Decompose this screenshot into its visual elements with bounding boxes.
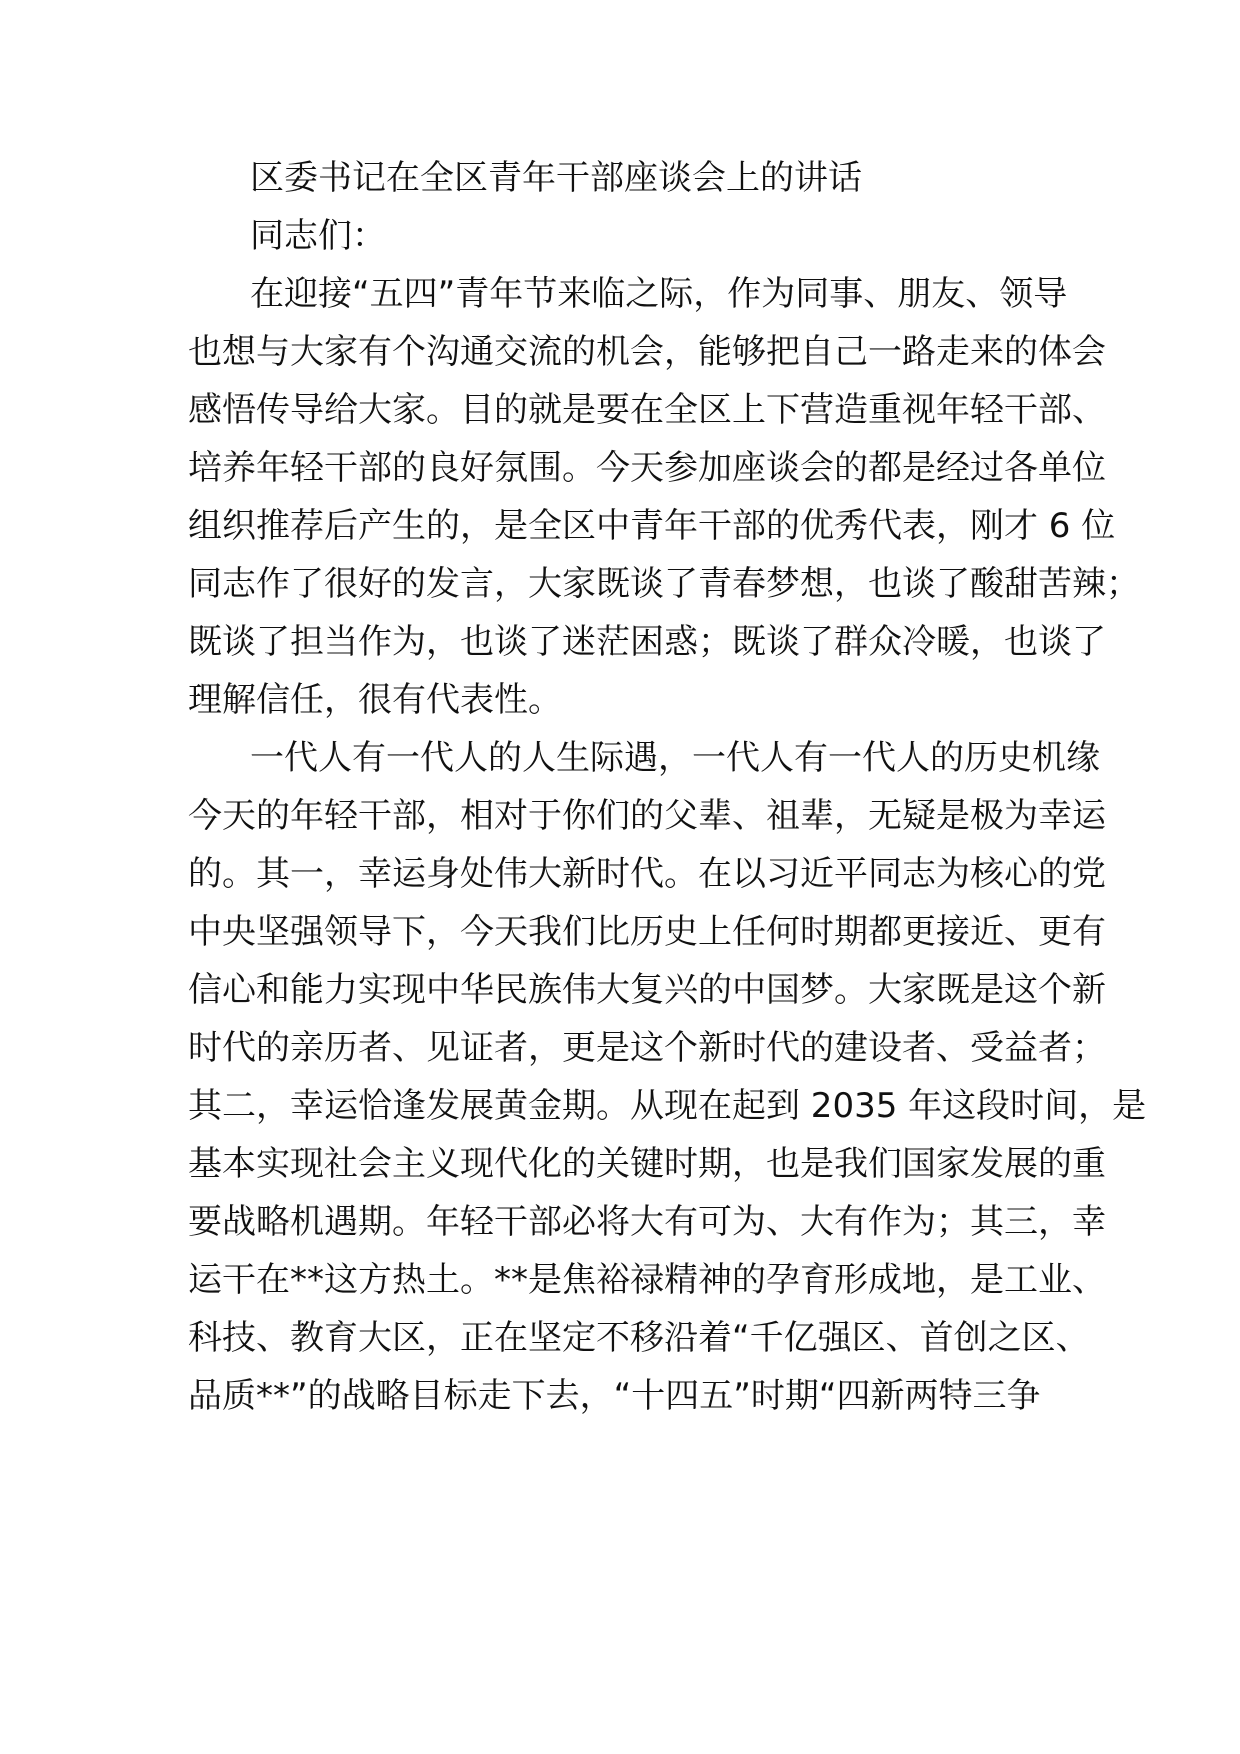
- paragraph-2-line-5: 信心和能力实现中华民族伟大复兴的中国梦。大家既是这个新: [188, 970, 1106, 1010]
- paragraph-2-line-2: 今天的年轻干部，相对于你们的父辈、祖辈，无疑是极为幸运: [188, 796, 1106, 836]
- document-title: 区委书记在全区青年干部座谈会上的讲话: [250, 158, 862, 198]
- paragraph-1-line-3: 感悟传导给大家。目的就是要在全区上下营造重视年轻干部、: [188, 390, 1106, 430]
- paragraph-1-line-5: 组织推荐后产生的，是全区中青年干部的优秀代表，刚才 6 位: [188, 506, 1116, 546]
- paragraph-1-line-2: 也想与大家有个沟通交流的机会，能够把自己一路走来的体会: [188, 332, 1106, 372]
- paragraph-2-line-9: 要战略机遇期。年轻干部必将大有可为、大有作为；其三，幸: [188, 1202, 1106, 1242]
- paragraph-1-line-8: 理解信任，很有代表性。: [188, 680, 562, 720]
- paragraph-2-line-12: 品质**”的战略目标走下去，“十四五”时期“四新两特三争: [188, 1376, 1041, 1416]
- paragraph-2-line-8: 基本实现社会主义现代化的关键时期，也是我们国家发展的重: [188, 1144, 1106, 1184]
- paragraph-2-line-10: 运干在**这方热土。**是焦裕禄精神的孕育形成地，是工业、: [188, 1260, 1106, 1300]
- paragraph-1-line-7: 既谈了担当作为，也谈了迷茫困惑；既谈了群众冷暖，也谈了: [188, 622, 1106, 662]
- salutation: 同志们：: [250, 216, 386, 256]
- paragraph-2-line-4: 中央坚强领导下，今天我们比历史上任何时期都更接近、更有: [188, 912, 1106, 952]
- paragraph-2-line-11: 科技、教育大区，正在坚定不移沿着“千亿强区、首创之区、: [188, 1318, 1090, 1358]
- paragraph-2-line-7: 其二，幸运恰逢发展黄金期。从现在起到 2035 年这段时间，是: [188, 1086, 1147, 1126]
- paragraph-1-line-4: 培养年轻干部的良好氛围。今天参加座谈会的都是经过各单位: [188, 448, 1106, 488]
- paragraph-2-line-1: 一代人有一代人的人生际遇，一代人有一代人的历史机缘: [250, 738, 1100, 778]
- paragraph-1-line-6: 同志作了很好的发言，大家既谈了青春梦想，也谈了酸甜苦辣；: [188, 564, 1140, 604]
- paragraph-2-line-6: 时代的亲历者、见证者，更是这个新时代的建设者、受益者；: [188, 1028, 1106, 1068]
- paragraph-2-line-3: 的。其一，幸运身处伟大新时代。在以习近平同志为核心的党: [188, 854, 1106, 894]
- paragraph-1-line-1: 在迎接“五四”青年节来临之际，作为同事、朋友、领导: [250, 274, 1068, 314]
